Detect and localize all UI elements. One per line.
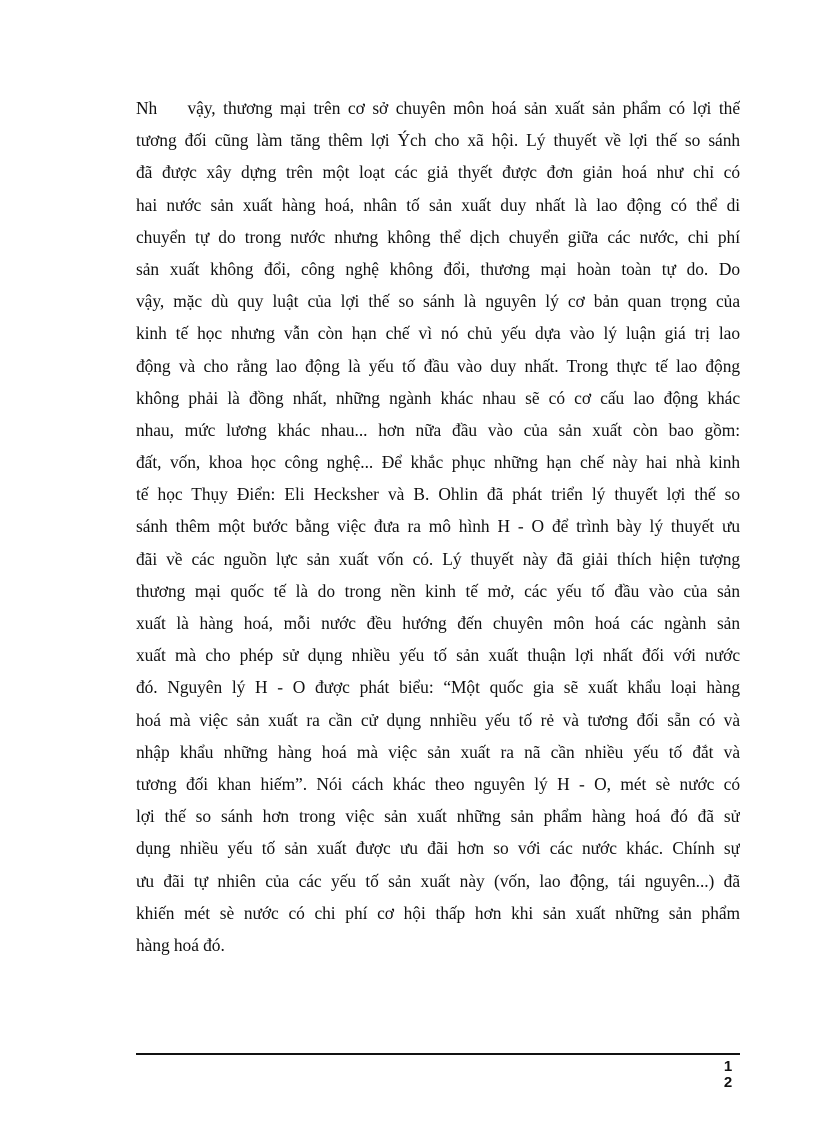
text-line: sản xuất không đổi, công nghệ không đổi, thương mại hoàn toàn tự do. Do bbox=[136, 258, 740, 279]
text-line: Nh vậy, thương mại trên cơ sở chuyên môn hoá sản xuất sản phẩm có lợi thế bbox=[136, 98, 740, 118]
text-line: dụng nhiều yếu tố sản xuất được ưu đãi hơn so với các nước khác. Chính sự bbox=[136, 838, 740, 859]
footer-divider bbox=[136, 1053, 740, 1055]
text-line: động và cho rằng lao động là yếu tố đầu vào duy nhất. Trong thực tế lao động bbox=[136, 355, 740, 376]
text-line: hai nước sản xuất hàng hoá, nhân tố sản xuất duy nhất là lao động có thể di bbox=[136, 194, 740, 215]
text-line: lợi thế so sánh hơn trong việc sản xuất những sản phẩm hàng hoá đó đã sử bbox=[136, 806, 740, 827]
text-line: đất, vốn, khoa học công nghệ... Để khắc phục những hạn chế này hai nhà kinh bbox=[136, 452, 740, 473]
text-line: tương đối cũng làm tăng thêm lợi Ých cho xã hội. Lý thuyết về lợi thế so sánh bbox=[136, 130, 740, 151]
text-line: nhau, mức lương khác nhau... hơn nữa đầu vào của sản xuất còn bao gồm: bbox=[136, 419, 740, 440]
text-line: không phải là đồng nhất, những ngành khác nhau sẽ có cơ cấu lao động khác bbox=[136, 387, 740, 408]
text-line: vậy, mặc dù quy luật của lợi thế so sánh là nguyên lý cơ bản quan trọng của bbox=[136, 291, 740, 312]
text-line: sánh thêm một bước bằng việc đưa ra mô hình H - O để trình bày lý thuyết ưu bbox=[136, 516, 740, 537]
text-line: tế học Thụy Điển: Eli Hecksher và B. Ohlin đã phát triển lý thuyết lợi thế so bbox=[136, 484, 740, 505]
text-line: đã được xây dựng trên một loạt các giả thyết được đơn giản hoá như chỉ có bbox=[136, 162, 740, 183]
text-line: đãi về các nguồn lực sản xuất vốn có. Lý thuyết này đã giải thích hiện tượng bbox=[136, 548, 740, 569]
text-line-last: hàng hoá đó. bbox=[136, 934, 225, 955]
body-paragraph bbox=[136, 92, 740, 961]
page-number-digit: 2 bbox=[723, 1074, 733, 1091]
text-line: nhập khẩu những hàng hoá mà việc sản xuất ra nã cần nhiều yếu tố đắt và bbox=[136, 741, 740, 762]
text-line: ưu đãi tự nhiên của các yếu tố sản xuất này (vốn, lao động, tái nguyên...) đã bbox=[136, 870, 740, 891]
text-line: kinh tế học nhưng vẫn còn hạn chế vì nó chủ yếu dựa vào lý luận giá trị lao bbox=[136, 323, 740, 344]
page-number-digit: 1 bbox=[723, 1058, 733, 1075]
page-number bbox=[716, 1059, 740, 1091]
text-line: xuất là hàng hoá, mỗi nước đều hướng đến chuyên môn hoá các ngành sản bbox=[136, 613, 740, 633]
text-line: thương mại quốc tế là do trong nền kinh tế mở, các yếu tố đầu vào của sản bbox=[136, 580, 740, 601]
text-line: đó. Nguyên lý H - O được phát biểu: “Một quốc gia sẽ xuất khẩu loại hàng bbox=[136, 677, 740, 698]
text-line: khiến mét sè nước có chi phí cơ hội thấp hơn khi sản xuất những sản phẩm bbox=[136, 902, 740, 923]
text-line: tương đối khan hiếm”. Nói cách khác theo nguyên lý H - O, mét sè nước có bbox=[136, 773, 740, 794]
text-line: xuất mà cho phép sử dụng nhiều yếu tố sản xuất thuận lợi nhất đối với nước bbox=[136, 645, 740, 666]
text-line: chuyển tự do trong nước nhưng không thể dịch chuyển giữa các nước, chi phí bbox=[136, 226, 740, 247]
text-line: hoá mà việc sản xuất ra cần cử dụng nnhiều yếu tố rẻ và tương đối sẵn có và bbox=[136, 709, 740, 730]
